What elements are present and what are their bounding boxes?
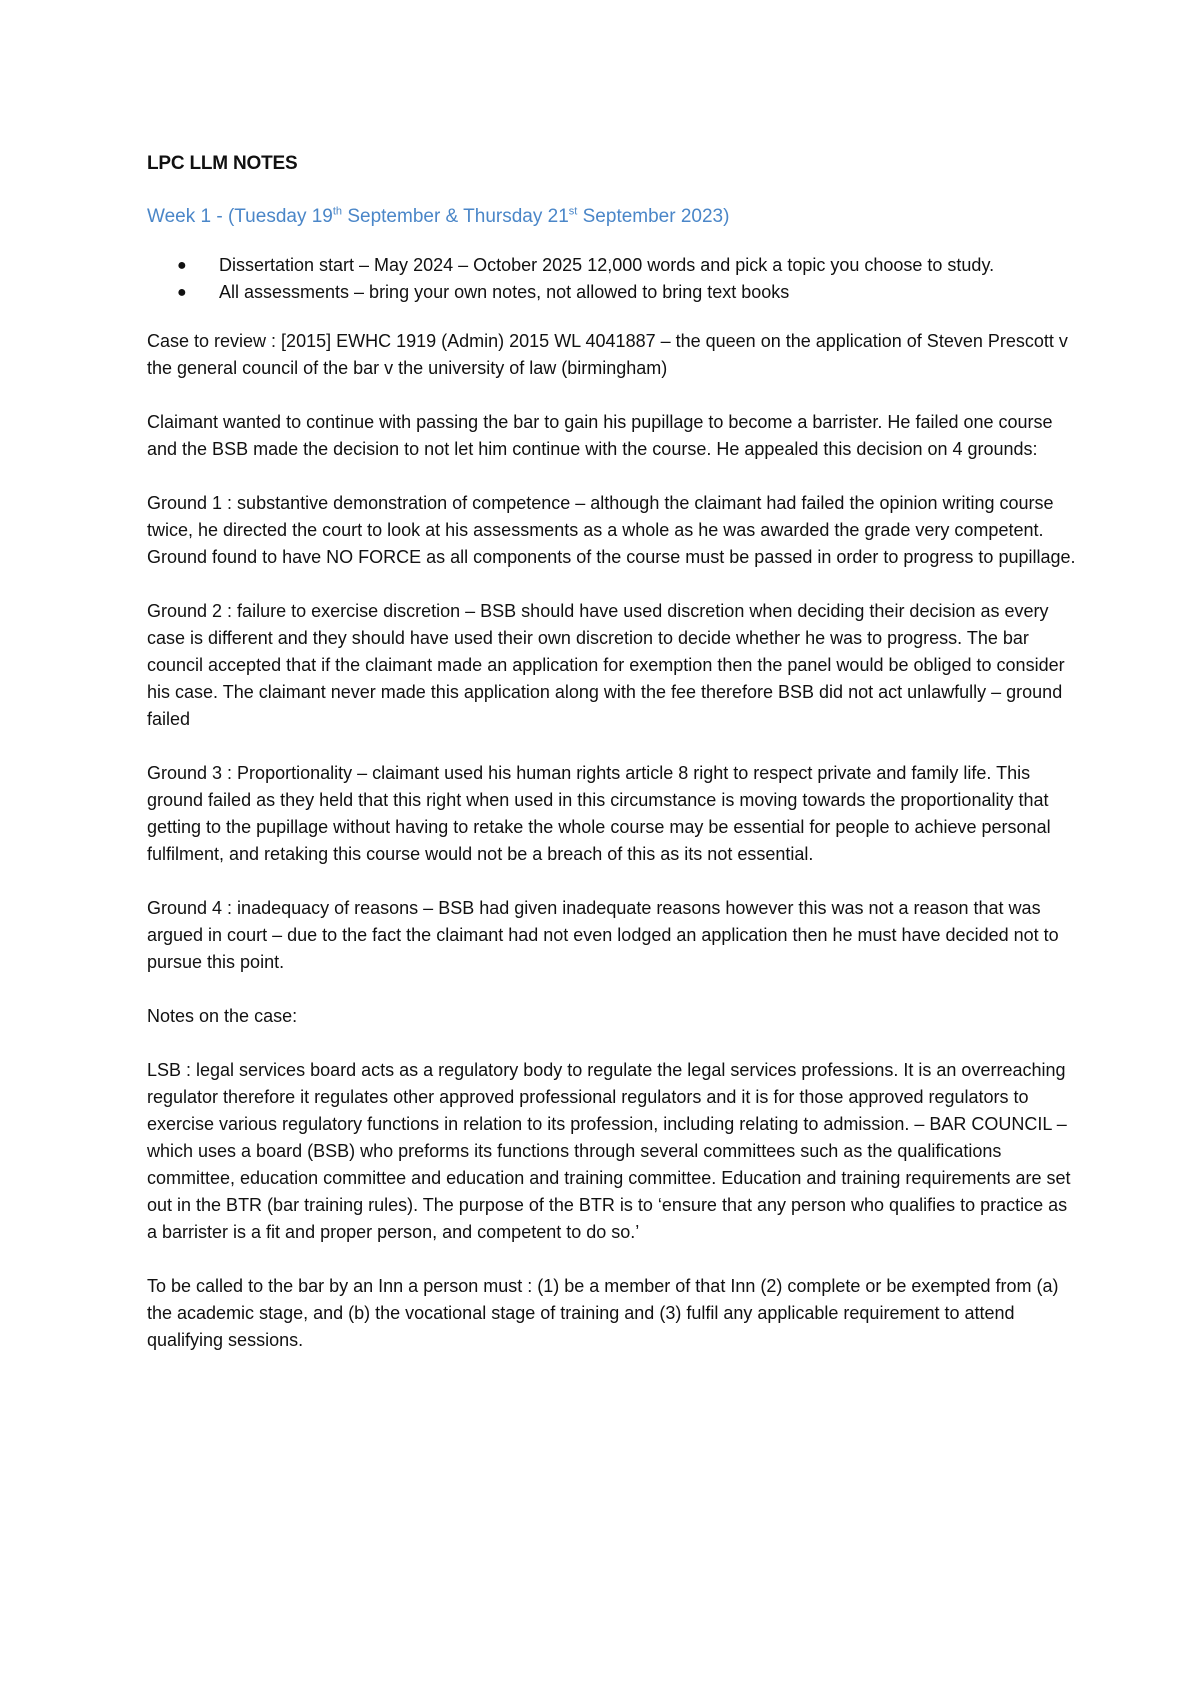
- ground-1-paragraph: Ground 1 : substantive demonstration of competence – although the claimant had failed the opinion writing course twice, he directed the court to look at his assessments as a whole as he was awarded the grade very competent. Ground found to have NO FORCE as all components of the course must be passed in order to progress to pupillage.: [147, 493, 1076, 567]
- ground-4-paragraph: Ground 4 : inadequacy of reasons – BSB had given inadequate reasons however this was not a reason that was argued in court – due to the fact the claimant had not even lodged an application then he must have decided not to pursue this point.: [147, 898, 1059, 972]
- claimant-paragraph: Claimant wanted to continue with passing the bar to gain his pupillage to become a barrister. He failed one course and the BSB made the decision to not let him continue with the course. He appealed this decision on 4 grounds:: [147, 412, 1053, 459]
- lsb-paragraph: LSB : legal services board acts as a regulatory body to regulate the legal services professions. It is an overreaching regulator therefore it regulates other approved professional regulators and it is for those approved regulators to exercise various regulatory functions in relation to its profession, including relating to admission. – BAR COUNCIL – which uses a board (BSB) who preforms its functions through several committees such as the qualifications committee, education committee and education and training committee. Education and training requirements are set out in the BTR (bar training rules). The purpose of the BTR is to ‘ensure that any person who qualifies to practice as a barrister is a fit and proper person, and competent to do so.’: [147, 1060, 1071, 1242]
- document-page: [147, 150, 1077, 1381]
- called-to-bar-paragraph: To be called to the bar by an Inn a person must : (1) be a member of that Inn (2) complete or be exempted from (a) the academic stage, and (b) the vocational stage of training and (3) fulfil any applicable requirement to attend qualifying sessions.: [147, 1276, 1059, 1350]
- document-title: LPC LLM NOTES: [147, 153, 298, 174]
- notes-heading-paragraph: Notes on the case:: [147, 1006, 298, 1026]
- week-heading-suffix: September 2023): [577, 206, 730, 227]
- bullet-text: All assessments – bring your own notes, not allowed to bring text books: [219, 282, 790, 302]
- bullet-item: [147, 279, 1077, 306]
- bullet-list: [147, 252, 1077, 306]
- week-heading-prefix: Week 1 - (Tuesday 19: [147, 206, 333, 227]
- bullet-item: [147, 252, 1077, 279]
- week-heading-sup-th: th: [332, 205, 343, 218]
- week-heading-sup-st: st: [568, 205, 578, 218]
- ground-3-paragraph: Ground 3 : Proportionality – claimant used his human rights article 8 right to respect private and family life. This ground failed as they held that this right when used in this circumstance is moving towards the proportionality that getting to the pupillage without having to retake the whole course may be essential for people to achieve personal fulfilment, and retaking this course would not be a breach of this as its not essential.: [147, 763, 1051, 864]
- bullet-text: Dissertation start – May 2024 – October 2025 12,000 words and pick a topic you choose to study.: [219, 255, 995, 275]
- case-to-review-paragraph: Case to review : [2015] EWHC 1919 (Admin) 2015 WL 4041887 – the queen on the application of Steven Prescott v the general council of the bar v the university of law (birmingham): [147, 331, 1068, 378]
- week-heading: [147, 203, 1077, 230]
- bullet-icon: ●: [177, 257, 187, 274]
- bullet-icon: ●: [177, 284, 187, 301]
- week-heading-middle: September & Thursday 21: [342, 206, 569, 227]
- ground-2-paragraph: Ground 2 : failure to exercise discretion – BSB should have used discretion when deciding their decision as every case is different and they should have used their own discretion to decide whether he was to progress. The bar council accepted that if the claimant made an application for exemption then the panel would be obliged to consider his case. The claimant never made this application along with the fee therefore BSB did not act unlawfully – ground failed: [147, 601, 1065, 729]
